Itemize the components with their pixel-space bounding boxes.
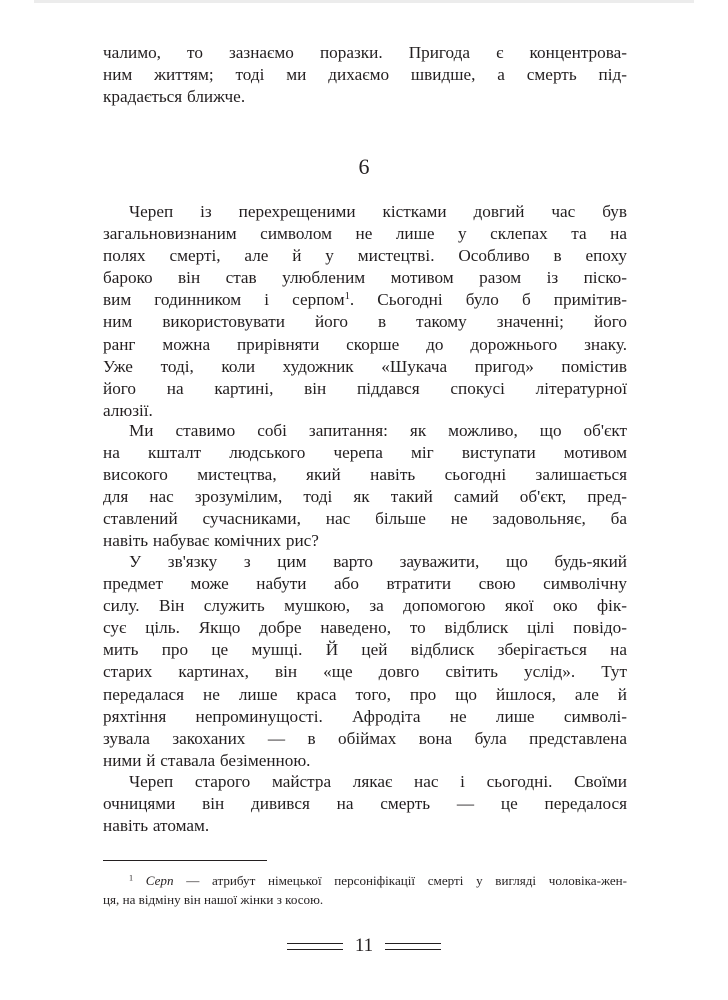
footnote xyxy=(103,871,627,909)
footnote-term: Серп xyxy=(145,873,174,888)
footnote-reference[interactable]: 1 xyxy=(344,291,350,303)
text-line: його на картині, він піддався спокусі літературної xyxy=(103,378,627,398)
text-line: загальновизнаним символом не лише у склепах та на xyxy=(103,224,627,244)
footnote-number: 1 xyxy=(129,873,134,883)
text-line: старих картинах, він «ще довго світить услід». Тут xyxy=(103,662,627,682)
text-line: на кшталт людського черепа міг виступати мотивом xyxy=(103,443,627,463)
intro-paragraph xyxy=(103,42,627,108)
text-line: зувала закоханих — в обіймах вона була представлена xyxy=(103,728,627,748)
text-line: ним життям; тоді ми дихаємо швидше, а смерть під- xyxy=(103,65,627,85)
text-line: силу. Він служить мушкою, за допомогою якої око фік- xyxy=(103,596,627,616)
text-line: сує ціль. Якщо добре наведено, то відблиск цілі повідо- xyxy=(103,618,627,638)
text-line: Череп із перехрещеними кістками довгий час був xyxy=(129,202,627,221)
text-line: ними й ставала безіменною. xyxy=(103,750,311,770)
text-segment: вим годинником і серпом xyxy=(103,290,345,310)
text-segment: . Сьогодні було б примітив- xyxy=(349,290,627,310)
paragraph-3 xyxy=(103,551,627,772)
text-line: Ми ставимо собі запитання: як можливо, що об'єкт xyxy=(129,421,627,440)
text-line: Уже тоді, коли художник «Шукача пригод» помістив xyxy=(103,356,627,376)
text-line: мить про це мушці. Й цей відблиск зберігається на xyxy=(103,640,627,660)
text-line: навіть атомам. xyxy=(103,816,210,836)
text-line: чалимо, то зазнаємо поразки. Пригода є концентрова- xyxy=(103,43,627,62)
text-line: бароко він став улюбленим мотивом разом із піско- xyxy=(103,268,627,288)
text-line: ставлений сучасниками, нас більше не задовольняє, ба xyxy=(103,509,627,529)
text-line: високого мистецтва, який навіть сьогодні залишається xyxy=(103,465,627,485)
text-line: предмет може набути або втратити свою символічну xyxy=(103,574,627,594)
chapter-number: 6 xyxy=(358,154,370,179)
page-number-ornament xyxy=(0,933,728,959)
double-rule-left xyxy=(287,943,343,950)
paragraph-4 xyxy=(103,771,627,837)
text-line: для нас зрозумілим, тоді як такий самий об'єкт, пред- xyxy=(103,487,627,507)
footnote-text: — атрибут німецької персоніфікації смерті у вигляді чоловіка-жен- xyxy=(173,873,627,888)
text-line: У зв'язку з цим варто зауважити, що будь-який xyxy=(129,552,627,571)
footnote-line: ця, на відміну він нашої жінки з косою. xyxy=(103,892,324,907)
double-rule-right xyxy=(385,943,441,950)
paragraph-2 xyxy=(103,420,627,553)
text-line: полях смерті, але й у мистецтві. Особливо в епоху xyxy=(103,246,627,266)
page-number: 11 xyxy=(354,935,374,956)
top-edge-shadow xyxy=(34,0,694,3)
footnote-separator xyxy=(103,860,267,861)
text-line: передалася не лише краса того, про що йшлося, але й xyxy=(103,684,627,704)
text-line: крадається ближче. xyxy=(103,87,246,107)
text-line: очницями він дивився на смерть — це передалося xyxy=(103,794,627,814)
text-line: ранг можна прирівняти скорше до дорожнього знаку. xyxy=(103,334,627,354)
text-line: Череп старого майстра лякає нас і сьогодні. Своїми xyxy=(129,772,627,791)
paragraph-1 xyxy=(103,201,627,422)
text-line: ним використовувати його в такому значенні; його xyxy=(103,312,627,332)
text-line: навіть набуває комічних рис? xyxy=(103,531,319,551)
text-line-with-footnote xyxy=(103,289,627,311)
text-line: ряхтіння непроминущості. Афродіта не лише символі- xyxy=(103,706,627,726)
text-line: алюзії. xyxy=(103,400,153,420)
footnote-line xyxy=(103,871,627,890)
